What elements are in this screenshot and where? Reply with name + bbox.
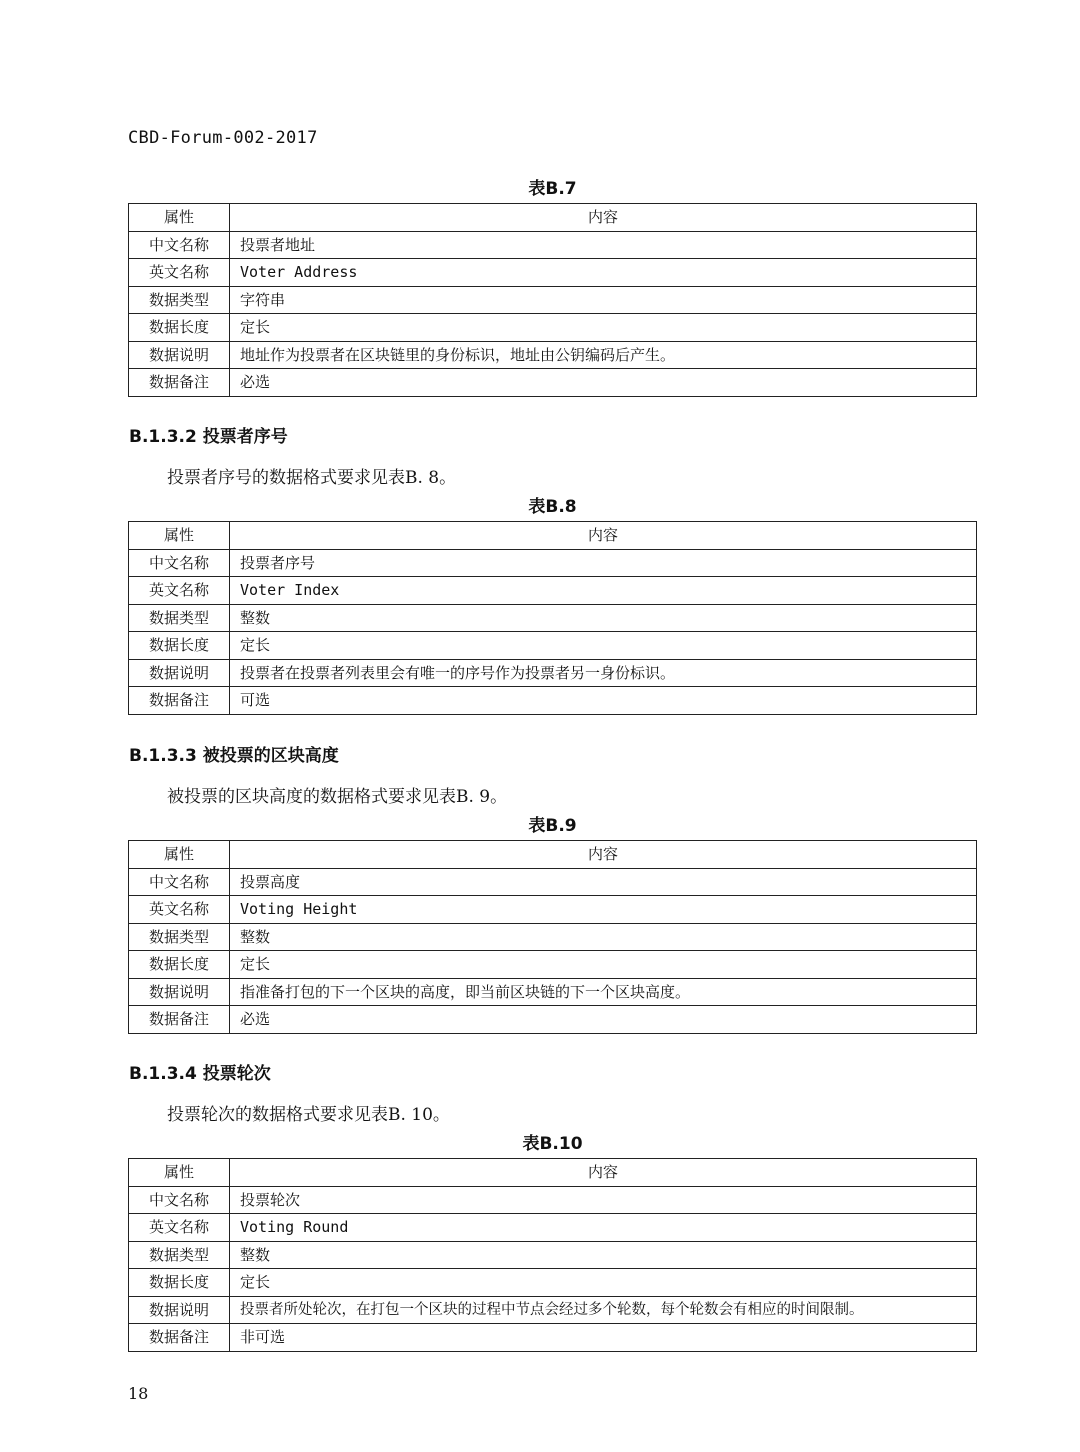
section-intro: 投票者序号的数据格式要求见表B. 8。 <box>167 468 457 488</box>
header-value-cell: 内容 <box>230 522 977 550</box>
section-intro: 投票轮次的数据格式要求见表B. 10。 <box>167 1105 450 1125</box>
table-row <box>129 1241 977 1269</box>
value-cell: 必选 <box>230 1006 977 1034</box>
spec-table <box>128 203 977 397</box>
value-cell: 定长 <box>230 951 977 979</box>
spec-table <box>128 1158 977 1352</box>
table-row <box>129 341 977 369</box>
table-row <box>129 1296 977 1324</box>
table-row <box>129 549 977 577</box>
table-row <box>129 923 977 951</box>
value-cell: 投票轮次 <box>230 1186 977 1214</box>
table-caption: 表B.7 <box>528 179 577 199</box>
attr-cell: 数据长度 <box>129 951 230 979</box>
value-cell: 整数 <box>230 923 977 951</box>
table-header-row <box>129 841 977 869</box>
attr-cell: 英文名称 <box>129 896 230 924</box>
value-cell: Voting Height <box>230 896 977 924</box>
attr-cell: 数据说明 <box>129 1296 230 1324</box>
header-value-cell: 内容 <box>230 204 977 232</box>
table-header-row <box>129 1159 977 1187</box>
value-cell: 投票者序号 <box>230 549 977 577</box>
table-row <box>129 369 977 397</box>
table-row <box>129 896 977 924</box>
table-header-row <box>129 204 977 232</box>
section-heading: B.1.3.4 投票轮次 <box>129 1064 271 1084</box>
attr-cell: 数据长度 <box>129 632 230 660</box>
table-row <box>129 286 977 314</box>
attr-cell: 数据长度 <box>129 1269 230 1297</box>
header-attr-cell: 属性 <box>129 841 230 869</box>
attr-cell: 中文名称 <box>129 868 230 896</box>
value-cell: 可选 <box>230 687 977 715</box>
table-caption: 表B.9 <box>528 816 577 836</box>
document-id: CBD-Forum-002-2017 <box>128 128 318 148</box>
header-value-cell: 内容 <box>230 841 977 869</box>
attr-cell: 数据备注 <box>129 369 230 397</box>
value-cell: 投票者在投票者列表里会有唯一的序号作为投票者另一身份标识。 <box>230 659 977 687</box>
value-cell: 字符串 <box>230 286 977 314</box>
attr-cell: 数据类型 <box>129 923 230 951</box>
table-row <box>129 978 977 1006</box>
value-cell: Voter Address <box>230 259 977 287</box>
table-row <box>129 1214 977 1242</box>
attr-cell: 数据类型 <box>129 604 230 632</box>
table-row <box>129 1186 977 1214</box>
attr-cell: 数据说明 <box>129 659 230 687</box>
attr-cell: 中文名称 <box>129 549 230 577</box>
table-row <box>129 1006 977 1034</box>
attr-cell: 数据说明 <box>129 978 230 1006</box>
header-attr-cell: 属性 <box>129 1159 230 1187</box>
table-row <box>129 868 977 896</box>
section-heading: B.1.3.3 被投票的区块高度 <box>129 746 339 766</box>
value-cell: 非可选 <box>230 1324 977 1352</box>
header-value-cell: 内容 <box>230 1159 977 1187</box>
value-cell: 地址作为投票者在区块链里的身份标识，地址由公钥编码后产生。 <box>230 341 977 369</box>
table-caption: 表B.10 <box>522 1134 583 1154</box>
table-row <box>129 577 977 605</box>
attr-cell: 数据备注 <box>129 1006 230 1034</box>
attr-cell: 英文名称 <box>129 1214 230 1242</box>
table-row <box>129 632 977 660</box>
value-cell: 必选 <box>230 369 977 397</box>
value-cell: 投票者地址 <box>230 231 977 259</box>
value-cell: 定长 <box>230 1269 977 1297</box>
spec-table <box>128 521 977 715</box>
attr-cell: 中文名称 <box>129 231 230 259</box>
table-row <box>129 604 977 632</box>
value-cell: 整数 <box>230 1241 977 1269</box>
value-cell: 整数 <box>230 604 977 632</box>
page-number: 18 <box>128 1384 149 1403</box>
table-header-row <box>129 522 977 550</box>
attr-cell: 中文名称 <box>129 1186 230 1214</box>
spec-table <box>128 840 977 1034</box>
attr-cell: 数据备注 <box>129 1324 230 1352</box>
table-row <box>129 314 977 342</box>
table-row <box>129 1324 977 1352</box>
attr-cell: 英文名称 <box>129 577 230 605</box>
value-cell: 投票高度 <box>230 868 977 896</box>
section-heading: B.1.3.2 投票者序号 <box>129 427 288 447</box>
value-cell: Voting Round <box>230 1214 977 1242</box>
table-caption: 表B.8 <box>528 497 577 517</box>
attr-cell: 英文名称 <box>129 259 230 287</box>
table-row <box>129 687 977 715</box>
table-row <box>129 259 977 287</box>
value-cell: Voter Index <box>230 577 977 605</box>
table-row <box>129 659 977 687</box>
value-cell: 定长 <box>230 314 977 342</box>
value-cell: 定长 <box>230 632 977 660</box>
header-attr-cell: 属性 <box>129 204 230 232</box>
table-row <box>129 231 977 259</box>
table-row <box>129 1269 977 1297</box>
section-intro: 被投票的区块高度的数据格式要求见表B. 9。 <box>167 787 508 807</box>
attr-cell: 数据类型 <box>129 1241 230 1269</box>
attr-cell: 数据备注 <box>129 687 230 715</box>
table-row <box>129 951 977 979</box>
value-cell: 指准备打包的下一个区块的高度，即当前区块链的下一个区块高度。 <box>230 978 977 1006</box>
attr-cell: 数据说明 <box>129 341 230 369</box>
attr-cell: 数据类型 <box>129 286 230 314</box>
attr-cell: 数据长度 <box>129 314 230 342</box>
value-cell: 投票者所处轮次，在打包一个区块的过程中节点会经过多个轮数，每个轮数会有相应的时间限制。 <box>230 1296 977 1324</box>
header-attr-cell: 属性 <box>129 522 230 550</box>
